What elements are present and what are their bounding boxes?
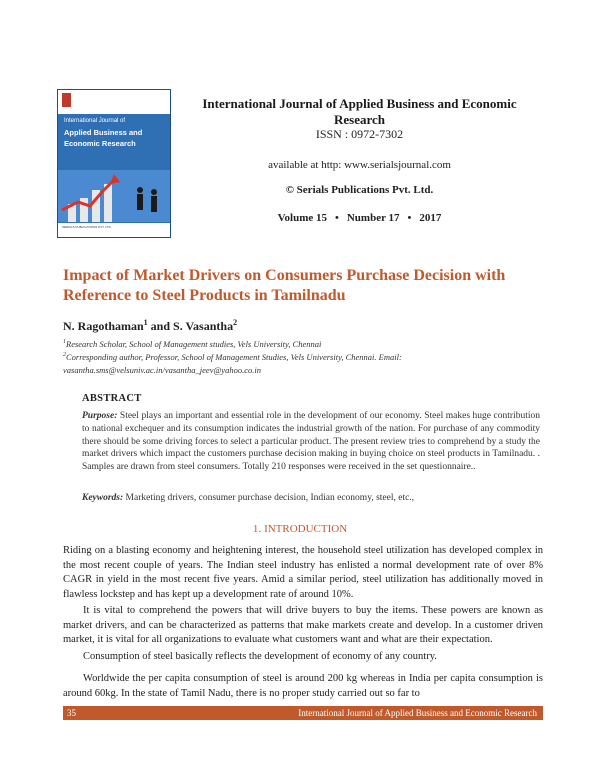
footer-journal-name: International Journal of Applied Business and Economic Research xyxy=(258,707,543,720)
abstract-purpose-text: Steel plays an important and essential role in the development of our economy. Steel makes huge contribution to national exchequer and its consumption indicates the industrial growth of the nation. For purchase of any commodity there should be some driving forces to select a particular product. The present review tries to comprehend by a study the market drivers which impact the customers purchase decision making in buying choice on steel products in Tamilnadu. . Samples are drawn from steel consumers. Totally 210 responses were received in the set questionnaire.. xyxy=(82,411,540,473)
page-number: 35 xyxy=(63,707,258,720)
paper-title: Impact of Market Drivers on Consumers Purchase Decision with Reference to Steel Products in Tamilnadu xyxy=(63,267,506,304)
keywords-label: Keywords: xyxy=(82,493,124,503)
section-heading-introduction xyxy=(0,523,600,535)
volume: Volume 15 xyxy=(277,212,327,224)
abstract-heading: ABSTRACT xyxy=(82,393,142,404)
year: 2017 xyxy=(419,212,442,224)
author-2: S. Vasantha xyxy=(173,319,234,333)
affiliation-1-sup: 1 xyxy=(63,339,66,345)
author-and: and xyxy=(147,319,174,333)
number: Number 17 xyxy=(346,212,400,224)
cover-line1: International Journal of xyxy=(64,118,126,124)
cover-logo xyxy=(62,93,71,107)
cover-line2: Applied Business and Economic Research xyxy=(64,128,143,148)
journal-cover-image xyxy=(57,89,171,238)
page-footer xyxy=(63,706,543,720)
affiliation-2-text: Corresponding author, Professor, School of Management Studies, Vels University, Chennai. Email: vasantha.sms@velsuniv.ac.in/vasantha_jeev@yahoo.co.in xyxy=(63,351,402,375)
author-1-sup: 1 xyxy=(143,318,148,327)
journal-publisher: © Serials Publications Pvt. Ltd. xyxy=(285,184,434,196)
section-title: INTRODUCTION xyxy=(264,523,348,535)
cover-footer: SERIALS PUBLICATIONS PVT. LTD. xyxy=(58,223,170,237)
abstract-purpose-label: Purpose: xyxy=(82,411,118,421)
affiliation-2 xyxy=(63,349,543,377)
section-number: 1. xyxy=(252,523,262,535)
affiliation-1-text: Research Scholar, School of Management studies, Vels University, Chennai xyxy=(66,338,322,349)
journal-title: International Journal of Applied Business and Economic Research xyxy=(202,96,517,127)
author-1: N. Ragothaman xyxy=(63,319,144,333)
author-2-sup: 2 xyxy=(233,318,238,327)
separator-dot: • xyxy=(335,212,339,224)
abstract-body xyxy=(82,410,540,474)
separator-dot: • xyxy=(407,212,412,224)
body-paragraph-4: Worldwide the per capita consumption of steel is around 200 kg whereas in India per capita consumption is around 60kg. In the state of Tamil Nadu, there is no proper study carried out so far to xyxy=(63,673,543,699)
authors xyxy=(63,318,237,334)
journal-volume-line xyxy=(182,212,537,224)
journal-issn: ISSN : 0972-7302 xyxy=(315,127,404,141)
body-paragraph-2: It is vital to comprehend the powers that will drive buyers to buy the items. These powers are known as market drivers, and can be characterized as patterns that make markets create and develop. In a customer driven market, it is vital for all organizations to evaluate what customers want and what are their expectation. xyxy=(63,605,543,646)
cover-chart-art xyxy=(58,170,170,222)
body-paragraph-1: Riding on a blasting economy and heightening interest, the household steel utilization has developed complex in the most recent couple of years. The Indian steel industry has enlisted a normal development rate of over 8% CAGR in yield in the most recent five years. Amid a similar period, steel utilization has additionally moved in flawless lockstep and has kept up a development rate of around 10%. xyxy=(63,545,543,600)
cover-top-band xyxy=(58,90,170,114)
body-paragraph-3: Consumption of steel basically reflects the development of economy of any country. xyxy=(83,651,437,662)
keywords xyxy=(82,493,540,503)
keywords-text: Marketing drivers, consumer purchase decision, Indian economy, steel, etc., xyxy=(123,493,415,503)
affiliation-2-sup: 2 xyxy=(63,352,66,358)
journal-availability: available at http: www.serialsjournal.com xyxy=(268,159,451,171)
